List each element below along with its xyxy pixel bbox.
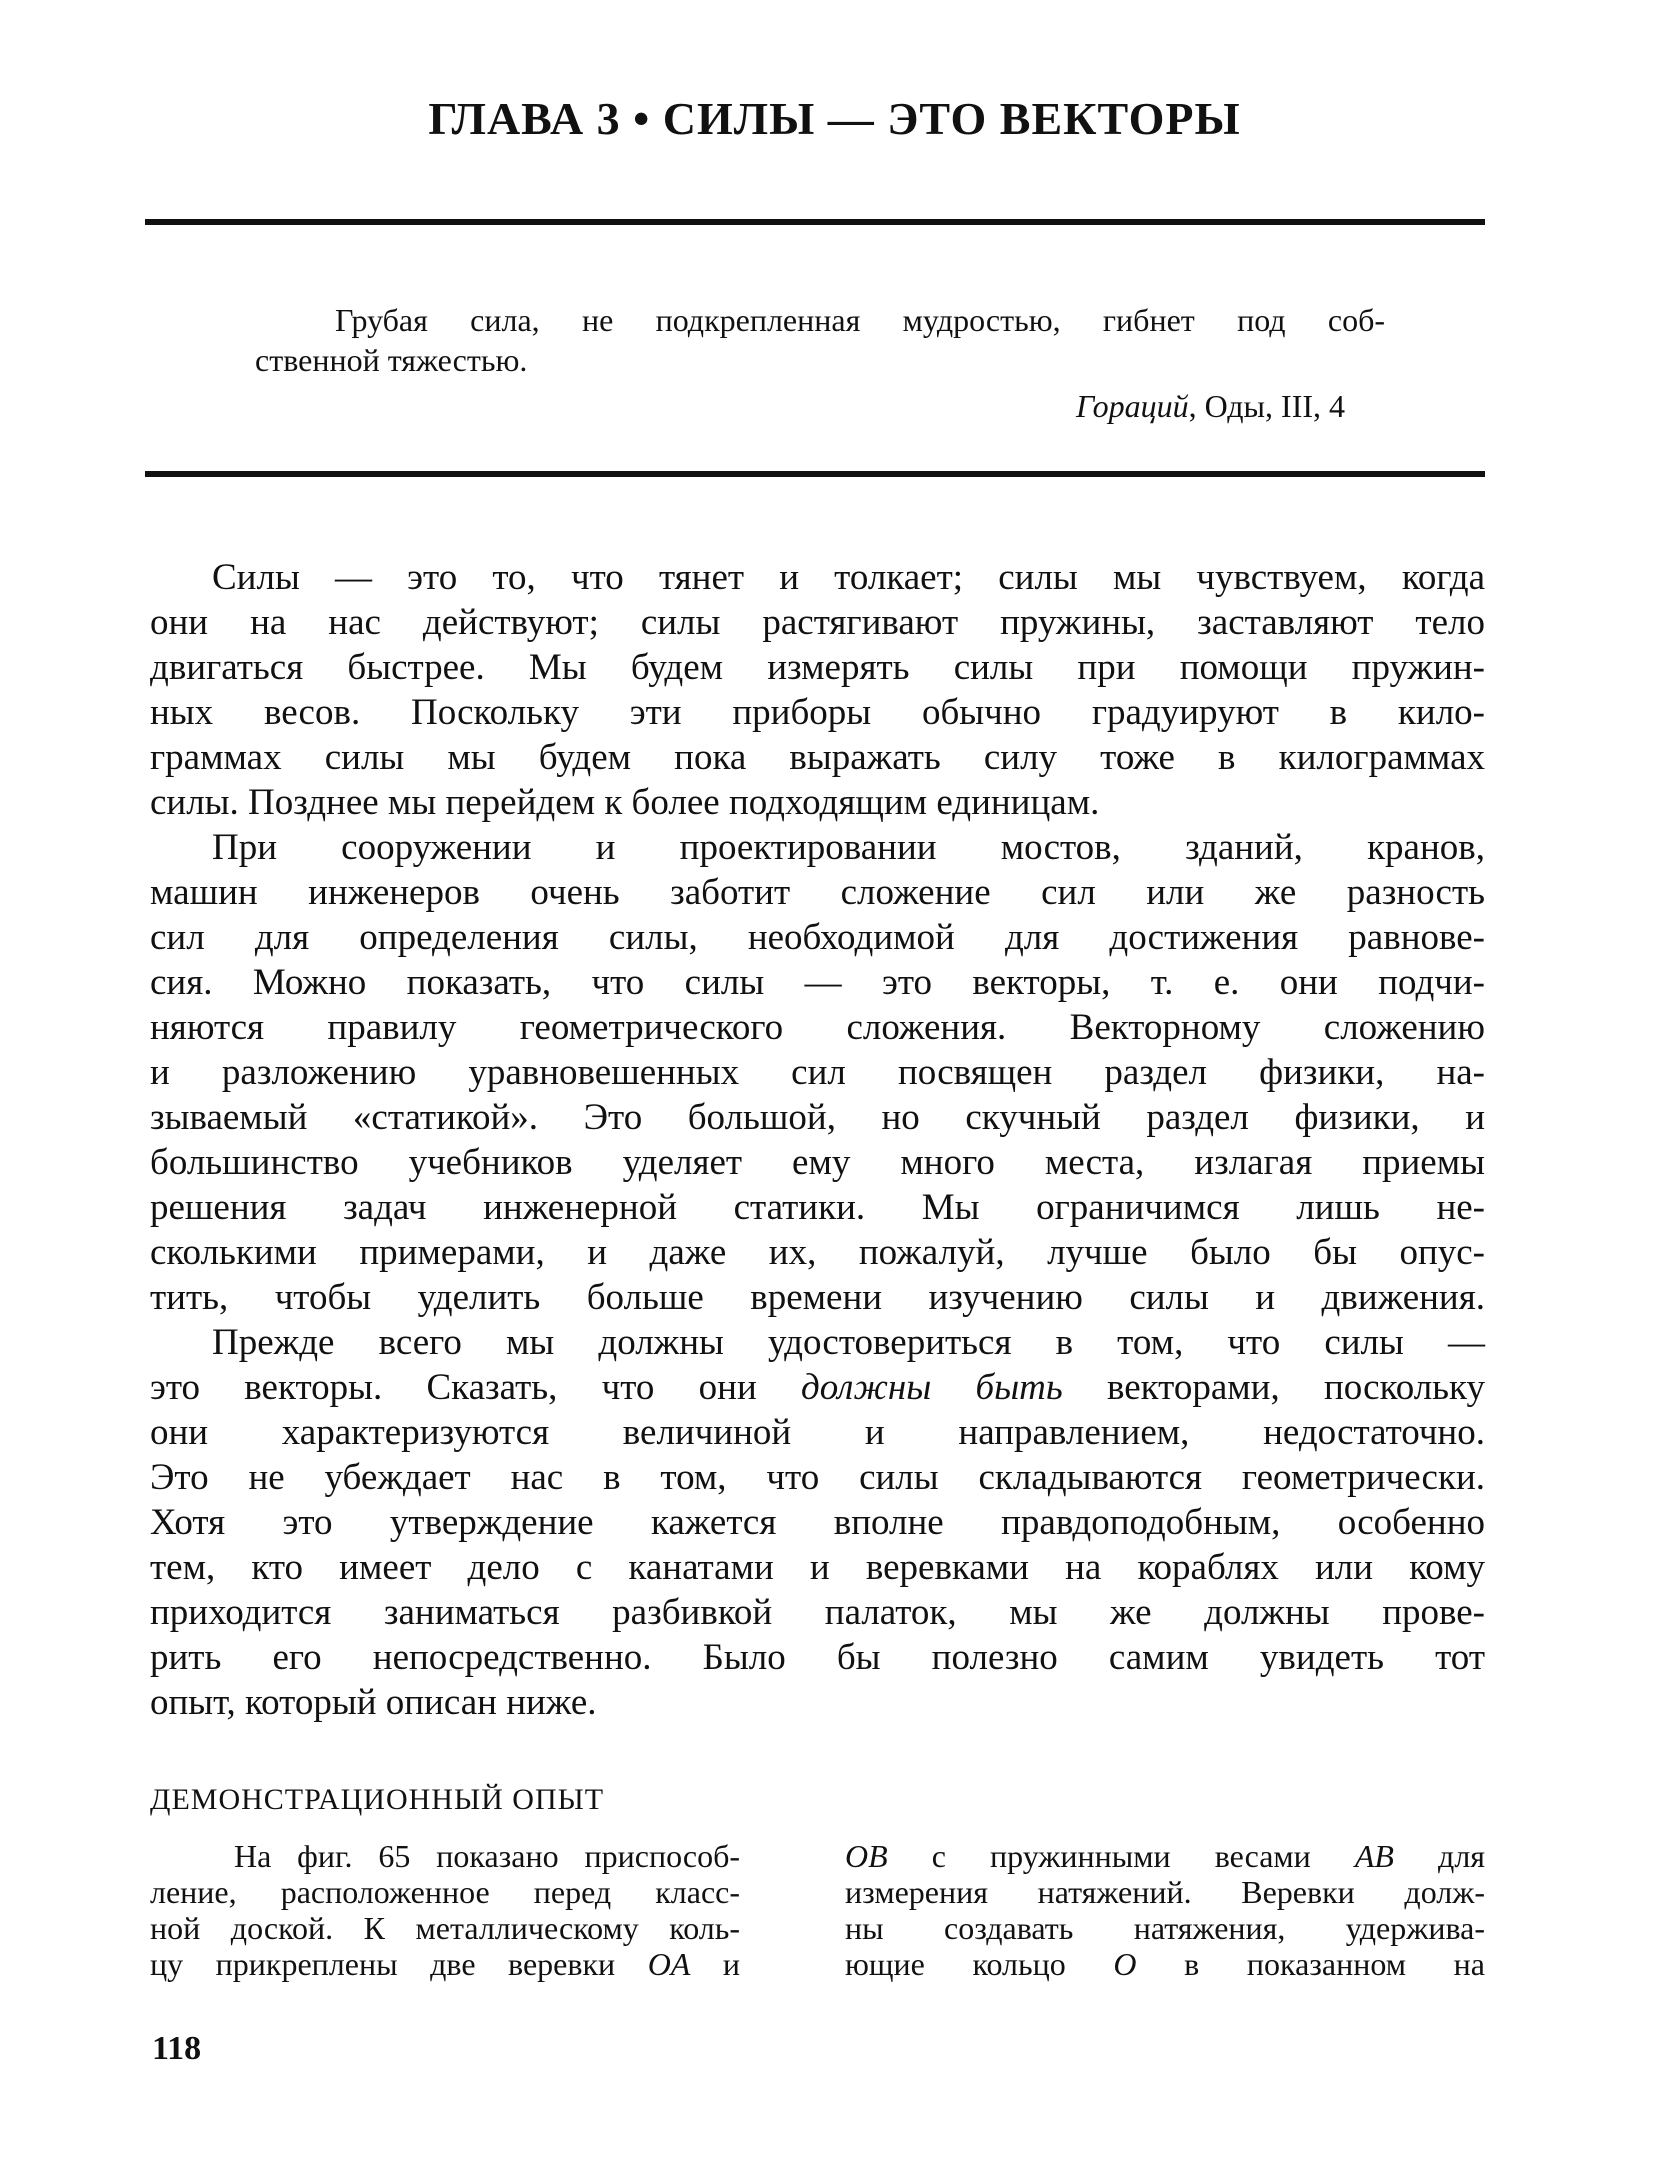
paragraph-2-line: большинство учебников уделяет ему много места, излагая приемы bbox=[150, 1142, 1485, 1183]
label-ob: OB bbox=[845, 1838, 888, 1874]
paragraph-1-line: двигаться быстрее. Мы будем измерять силы при помощи пружин- bbox=[150, 647, 1485, 688]
column-line bbox=[845, 1838, 1485, 1874]
top-divider bbox=[145, 219, 1485, 225]
bottom-divider bbox=[145, 471, 1485, 477]
epigraph-line-2: ственной тяжестью. bbox=[255, 342, 528, 378]
column-line bbox=[150, 1946, 740, 1982]
text-segment: векторами, поскольку bbox=[1062, 1367, 1486, 1408]
text-segment: для bbox=[1393, 1838, 1486, 1874]
paragraph-3-line: Хотя это утверждение кажется вполне правдоподобным, особенно bbox=[150, 1502, 1485, 1543]
paragraph-2-line: сил для определения силы, необходимой для достижения равнове- bbox=[150, 917, 1485, 958]
left-column bbox=[150, 1838, 740, 1982]
label-oa: OA bbox=[647, 1946, 691, 1982]
text-segment: цу прикреплены две веревки bbox=[150, 1946, 648, 1982]
paragraph-3-line: они характеризуются величиной и направлением, недостаточно. bbox=[150, 1412, 1485, 1453]
epigraph-attribution bbox=[255, 386, 1345, 426]
paragraph-2-line: машин инженеров очень заботит сложение сил или же разность bbox=[150, 872, 1485, 913]
paragraph-1-line: силы. Позднее мы перейдем к более подходящим единицам. bbox=[150, 782, 1100, 823]
paragraph-1-line: ных весов. Поскольку эти приборы обычно градуируют в кило- bbox=[150, 692, 1485, 733]
page-number: 118 bbox=[152, 2030, 202, 2067]
paragraph-2-line: зываемый «статикой». Это большой, но скучный раздел физики, и bbox=[150, 1097, 1485, 1138]
text-segment: и bbox=[690, 1946, 740, 1982]
column-line: ны создавать натяжения, удержива- bbox=[845, 1910, 1485, 1946]
paragraph-2-line: тить, чтобы уделить больше времени изучению силы и движения. bbox=[150, 1277, 1485, 1318]
paragraph-3-line: опыт, который описан ниже. bbox=[150, 1682, 597, 1723]
column-line: ной доской. К металлическому коль- bbox=[150, 1910, 740, 1946]
emphasis-text: должны быть bbox=[801, 1367, 1063, 1408]
column-line: ление, расположенное перед класс- bbox=[150, 1874, 740, 1910]
main-text bbox=[150, 555, 1485, 1725]
paragraph-3-line: тем, кто имеет дело с канатами и веревками на кораблях или кому bbox=[150, 1547, 1485, 1588]
chapter-title: ГЛАВА 3 • СИЛЫ — ЭТО ВЕКТОРЫ bbox=[428, 93, 1241, 144]
section-heading: ДЕМОНСТРАЦИОННЫЙ ОПЫТ bbox=[150, 1783, 605, 1816]
epigraph-author: Гораций bbox=[1076, 388, 1189, 424]
column-line: На фиг. 65 показано приспособ- bbox=[234, 1838, 740, 1874]
text-segment: это векторы. Сказать, что они bbox=[150, 1367, 802, 1408]
text-segment: с пружинными весами bbox=[887, 1838, 1355, 1874]
right-column bbox=[845, 1838, 1485, 1982]
text-segment: в показанном на bbox=[1136, 1946, 1486, 1982]
label-ab: AB bbox=[1354, 1838, 1394, 1874]
paragraph-2-line: сколькими примерами, и даже их, пожалуй, лучше было бы опус- bbox=[150, 1232, 1485, 1273]
column-line bbox=[845, 1946, 1485, 1982]
paragraph-3-line: рить его непосредственно. Было бы полезно самим увидеть тот bbox=[150, 1637, 1485, 1678]
paragraph-3-line: приходится заниматься разбивкой палаток, мы же должны прове- bbox=[150, 1592, 1485, 1633]
label-o: O bbox=[1113, 1946, 1137, 1982]
paragraph-2-line: няются правилу геометрического сложения. Векторному сложению bbox=[150, 1007, 1485, 1048]
paragraph-2-line: решения задач инженерной статики. Мы ограничимся лишь не- bbox=[150, 1187, 1485, 1228]
paragraph-1-line: Силы — это то, что тянет и толкает; силы мы чувствуем, когда bbox=[212, 557, 1485, 598]
epigraph-line-1: Грубая сила, не подкрепленная мудростью, гибнет под соб- bbox=[335, 302, 1385, 338]
paragraph-3-line: Прежде всего мы должны удостовериться в том, что силы — bbox=[212, 1322, 1485, 1363]
paragraph-3-line bbox=[150, 1365, 1485, 1410]
paragraph-2-line: сия. Можно показать, что силы — это векторы, т. е. они подчи- bbox=[150, 962, 1485, 1003]
paragraph-1-line: граммах силы мы будем пока выражать силу тоже в килограммах bbox=[150, 737, 1485, 778]
text-segment: ющие кольцо bbox=[845, 1946, 1114, 1982]
paragraph-3-line: Это не убеждает нас в том, что силы складываются геометрически. bbox=[150, 1457, 1485, 1498]
epigraph bbox=[255, 300, 1385, 426]
paragraph-1-line: они на нас действуют; силы растягивают пружины, заставляют тело bbox=[150, 602, 1485, 643]
epigraph-source: , Оды, III, 4 bbox=[1188, 388, 1345, 424]
column-line: измерения натяжений. Веревки долж- bbox=[845, 1874, 1485, 1910]
paragraph-2-line: и разложению уравновешенных сил посвящен раздел физики, на- bbox=[150, 1052, 1485, 1093]
paragraph-2-line: При сооружении и проектировании мостов, зданий, кранов, bbox=[212, 827, 1485, 868]
